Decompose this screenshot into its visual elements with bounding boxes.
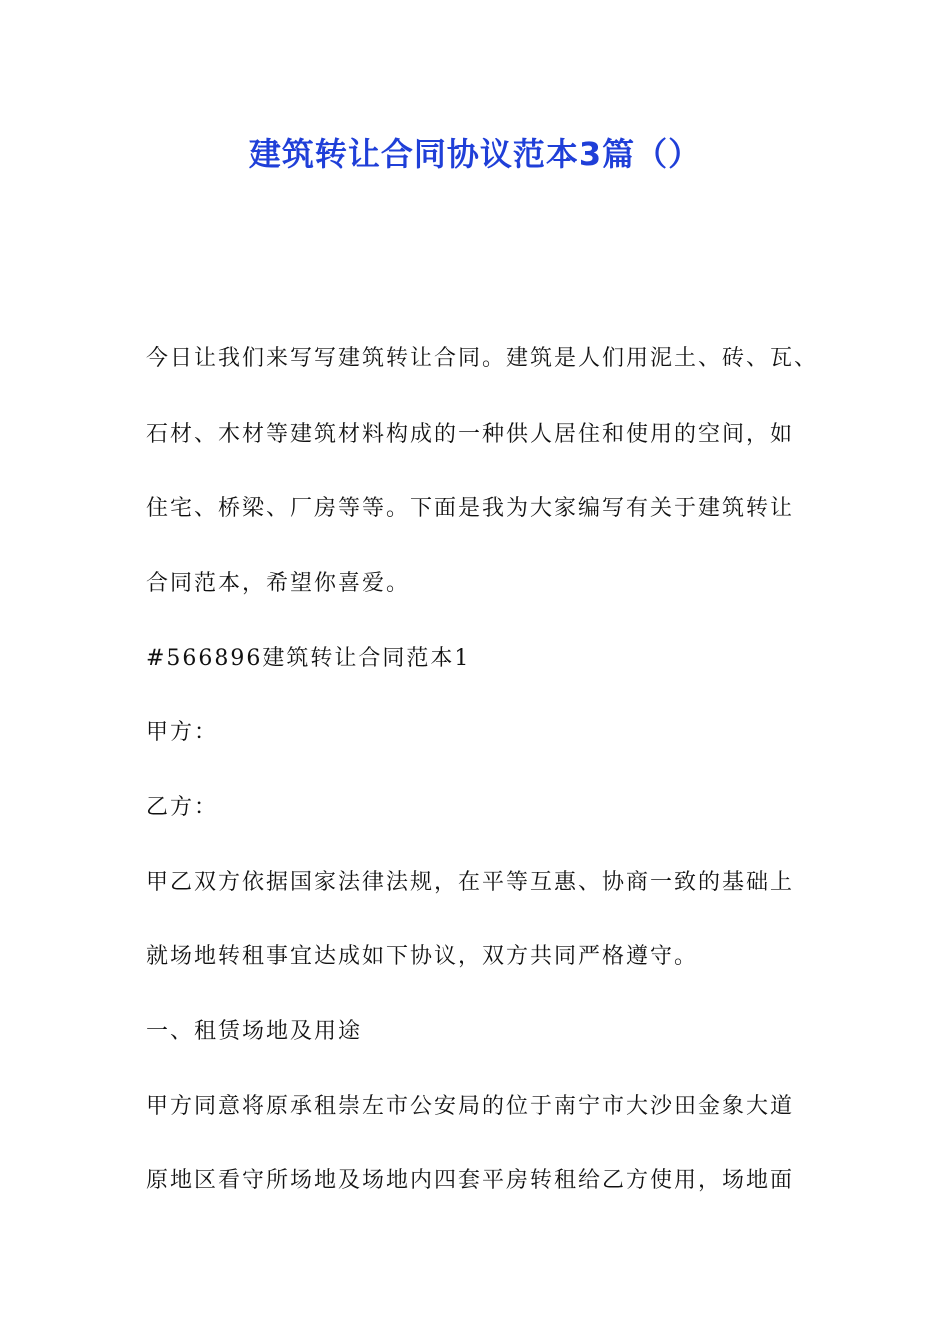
- clause-heading: 一、租赁场地及用途: [146, 1019, 363, 1044]
- paragraph-line: 住宅、桥梁、厂房等等。下面是我为大家编写有关于建筑转让: [146, 496, 795, 521]
- paragraph-line: 甲乙双方依据国家法律法规，在平等互惠、协商一致的基础上: [146, 870, 795, 895]
- paragraph-line: 石材、木材等建筑材料构成的一种供人居住和使用的空间，如: [146, 422, 795, 447]
- paragraph-line: 甲方同意将原承租崇左市公安局的位于南宁市大沙田金象大道: [146, 1094, 795, 1119]
- paragraph-line: 原地区看守所场地及场地内四套平房转租给乙方使用，场地面: [146, 1168, 795, 1193]
- party-a-label: 甲方：: [146, 720, 219, 745]
- paragraph-line: 今日让我们来写写建筑转让合同。建筑是人们用泥土、砖、瓦、: [146, 346, 819, 371]
- document-title: 建筑转让合同协议范本3篇（）: [248, 135, 702, 173]
- paragraph-line: 就场地转租事宜达成如下协议，双方共同严格遵守。: [146, 944, 699, 969]
- paragraph-line: 合同范本，希望你喜爱。: [146, 571, 411, 596]
- party-b-label: 乙方：: [146, 795, 219, 820]
- section-heading: #566896建筑转让合同范本1: [146, 646, 471, 671]
